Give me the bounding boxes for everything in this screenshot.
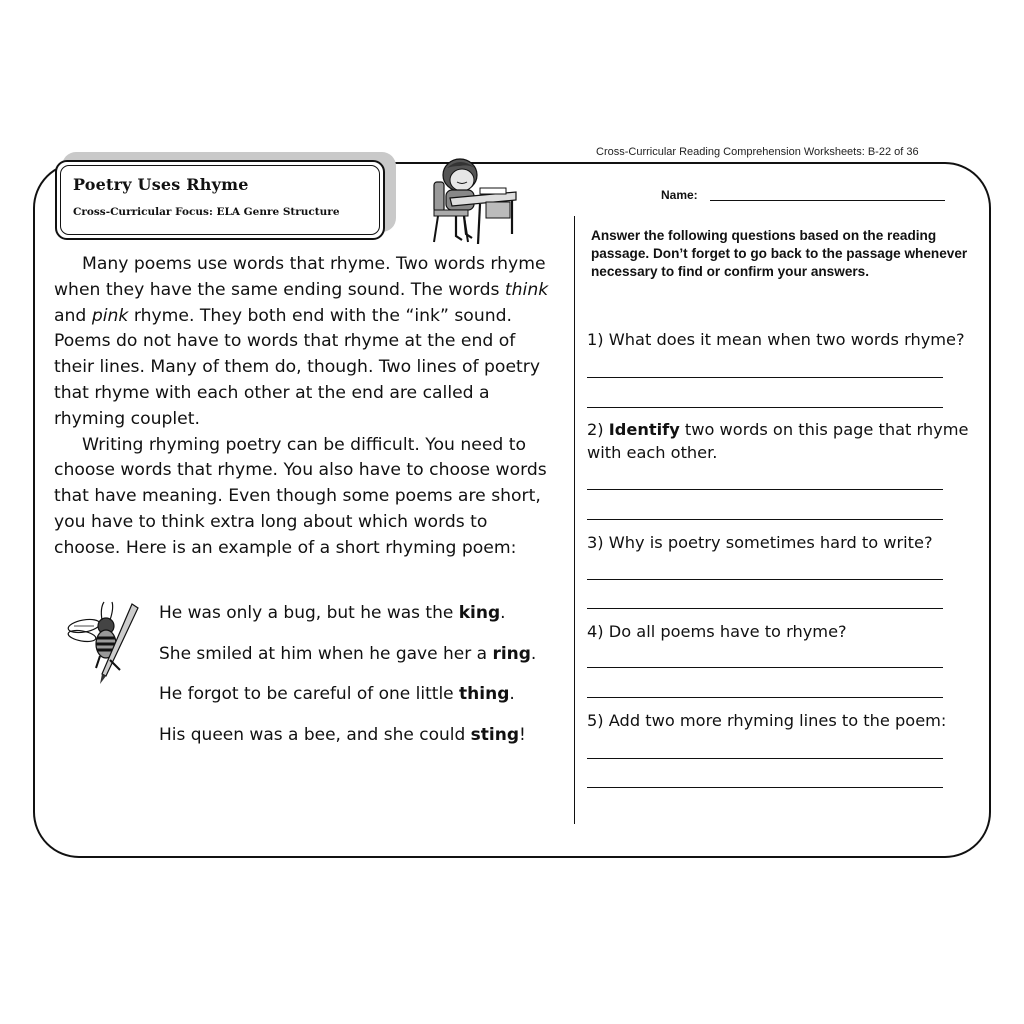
question-text: What does it mean when two words rhyme? bbox=[603, 330, 965, 349]
question-text: Do all poems have to rhyme? bbox=[603, 622, 847, 641]
name-answer-line[interactable] bbox=[710, 200, 945, 201]
bee-with-pencil-icon bbox=[66, 596, 146, 684]
worksheet-series-label: Cross-Curricular Reading Comprehension Worksheets: B-22 of 36 bbox=[596, 146, 919, 158]
answer-line[interactable] bbox=[587, 758, 943, 759]
question-bold-text: Identify bbox=[608, 420, 680, 439]
poem-line-end: . bbox=[509, 684, 515, 704]
question-text: Add two more rhyming lines to the poem: bbox=[603, 711, 947, 730]
rhyming-poem bbox=[159, 599, 536, 761]
answer-line[interactable] bbox=[587, 787, 943, 788]
question-text: Why is poetry sometimes hard to write? bbox=[603, 533, 933, 552]
answer-line[interactable] bbox=[587, 519, 943, 520]
poem-line bbox=[159, 680, 536, 721]
poem-line-text: He was only a bug, but he was the bbox=[159, 603, 459, 623]
example-word-pink: pink bbox=[91, 305, 129, 326]
rhyme-word: sting bbox=[470, 724, 520, 745]
example-word-think: think bbox=[504, 279, 549, 300]
poem-line-text: His queen was a bee, and she could bbox=[159, 724, 471, 745]
poem-line bbox=[159, 721, 536, 762]
answer-line[interactable] bbox=[587, 407, 943, 408]
answer-line[interactable] bbox=[587, 579, 943, 580]
poem-line bbox=[159, 599, 536, 640]
passage-text: and bbox=[54, 305, 92, 326]
answer-line[interactable] bbox=[587, 608, 943, 609]
poem-line-end: ! bbox=[519, 724, 526, 745]
worksheet-subtitle: Cross-Curricular Focus: ELA Genre Structure bbox=[73, 206, 340, 218]
answer-line[interactable] bbox=[587, 489, 943, 490]
rhyme-word: king bbox=[458, 603, 501, 623]
question-number: 2) bbox=[587, 420, 604, 439]
question-number: 1) bbox=[587, 330, 604, 349]
name-label: Name: bbox=[661, 188, 698, 202]
passage-text: rhyme. They both end with the “ink” sound. Poems do not have to words that rhyme at the end of their lines. Many of them do, though. Two lines of poetry that rhyme with each other at the end are called a rhyming couplet. bbox=[54, 305, 540, 429]
poem-line-text: He forgot to be careful of one little bbox=[159, 684, 460, 704]
poem-line-end: . bbox=[500, 603, 506, 623]
question-4 bbox=[587, 620, 977, 643]
answer-line[interactable] bbox=[587, 377, 943, 378]
poem-line bbox=[159, 640, 536, 681]
rhyme-word: ring bbox=[492, 643, 531, 664]
rhyme-word: thing bbox=[459, 684, 510, 704]
question-1 bbox=[587, 328, 977, 351]
question-number: 4) bbox=[587, 622, 604, 641]
girl-at-desk-icon bbox=[420, 152, 520, 248]
worksheet-title: Poetry Uses Rhyme bbox=[73, 175, 249, 194]
poem-line-end: . bbox=[530, 643, 537, 664]
column-divider bbox=[574, 216, 575, 824]
question-number: 3) bbox=[587, 533, 604, 552]
question-3 bbox=[587, 531, 977, 554]
question-text: two words on this page that rhyme with each other. bbox=[587, 420, 969, 462]
question-number: 5) bbox=[587, 711, 604, 730]
reading-passage bbox=[54, 252, 554, 562]
question-2 bbox=[587, 418, 977, 464]
answer-line[interactable] bbox=[587, 667, 943, 668]
passage-paragraph-2: Writing rhyming poetry can be difficult. You need to choose words that rhyme. You also have to choose words that have meaning. Even though some poems are short, you have to think extra long about which words to choose. Here is an example of a short rhyming poem: bbox=[54, 434, 547, 558]
passage-text: Many poems use words that rhyme. Two words rhyme when they have the same ending sound. The words bbox=[54, 254, 546, 300]
passage-paragraph-1 bbox=[54, 252, 554, 433]
answer-line[interactable] bbox=[587, 697, 943, 698]
title-box bbox=[55, 160, 385, 240]
poem-line-text: She smiled at him when he gave her a bbox=[159, 643, 493, 664]
worksheet-instructions: Answer the following questions based on the reading passage. Don’t forget to go back to the passage whenever necessary to find or confirm your answers. bbox=[591, 228, 968, 279]
question-5 bbox=[587, 709, 977, 732]
